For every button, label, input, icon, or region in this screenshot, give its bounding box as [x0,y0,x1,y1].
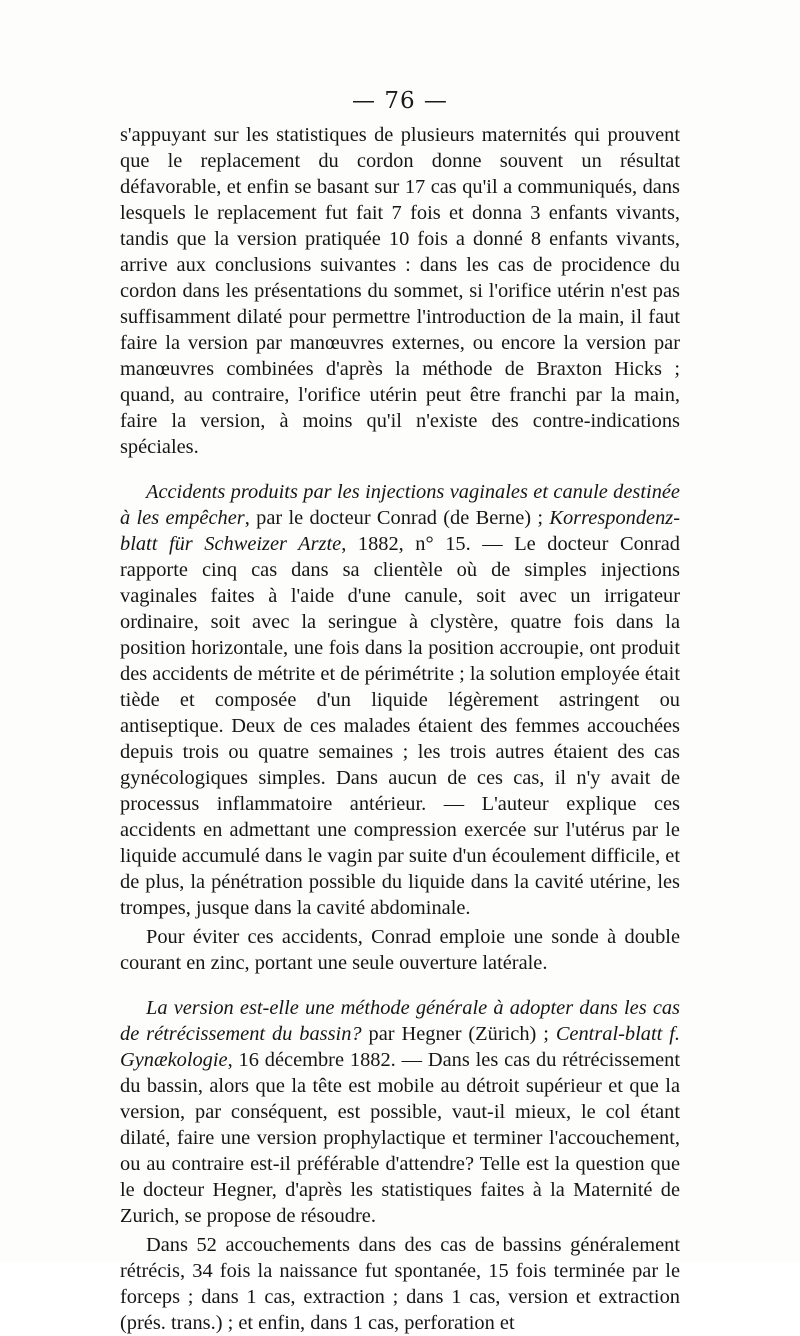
journal-title: Central-blatt f. Gynækologie [120,1023,680,1071]
article-title: Accidents produits par les injections vaginales et canule destinée à les empêcher [120,481,680,529]
paragraph-text: s'appuyant sur les statistiques de plusieurs maternités qui prouvent que le replacement du cordon donne souvent un résultat défavorable, et enfin se basant sur 17 cas qu'il a communiqués, dans lesquels le replacement fut fait 7 fois et donna 3 enfants vivants, tandis que la version pratiquée 10 fois a donné 8 enfants vivants, arrive aux conclusions suivantes : dans les cas de procidence du cordon dans les présentations du sommet, si l'orifice utérin n'est pas suffisamment dilaté pour permettre l'introduction de la main, il faut faire la version par manœuvres externes, ou encore la version par manœuvres combinées d'après la méthode de Braxton Hicks ; quand, au contraire, l'orifice utérin peut être franchi par la main, faire la version, à moins qu'il n'existe des contre-indications spéciales. [120,124,680,458]
paragraph-hegner-article [120,995,680,1229]
paragraph-text: Dans 52 accouchements dans des cas de bassins généralement rétrécis, 34 fois la naissance fut spontanée, 15 fois terminée par le forceps ; dans 1 cas, extraction ; dans 1 cas, version et extraction (prés. trans.) ; et enfin, dans 1 cas, perforation et [120,1234,680,1334]
paragraph-text: , 1882, n° 15. — Le docteur Conrad rapporte cinq cas dans sa clientèle où de simples injections vaginales faites à l'aide d'une canule, soit avec un irrigateur ordinaire, soit avec la seringue à clystère, quatre fois dans la position horizontale, une fois dans la position accroupie, ont produit des accidents de métrite et de périmétrite ; la solution employée était tiède et composée d'un liquide légèrement astringent ou antiseptique. Deux de ces malades étaient des femmes accouchées depuis trois ou quatre semaines ; les trois autres étaient des cas gynécologiques simples. Dans aucun de ces cas, il n'y avait de processus inflammatoire antérieur. — L'auteur explique ces accidents en admettant une compression exercée sur l'utérus par le liquide accumulé dans le vagin par suite d'un écoulement difficile, et de plus, la pénétration possible du liquide dans la cavité utérine, les trompes, jusque dans la cavité abdominale. [120,533,680,919]
paragraph-hegner-statistics [120,1232,680,1336]
article-title: La version est-elle une méthode générale à adopter dans les cas de rétrécissement du bassin? [120,997,680,1045]
journal-title: Korrespondenz-blatt für Schweizer Arzte [120,507,681,555]
paragraph-conrad-solution [120,924,680,976]
article-author: par Hegner (Zürich) ; [361,1023,556,1045]
paragraph-conrad-article [120,479,680,921]
body-text [120,122,680,1336]
paragraph-text: , 16 décembre 1882. — Dans les cas du rétrécissement du bassin, alors que la tête est mobile au détroit supérieur et que la version, par conséquent, est possible, vaut-il mieux, le col étant dilaté, faire une version prophylactique et terminer l'accouchement, ou au contraire est-il préférable d'attendre? Telle est la question que le docteur Hegner, d'après les statistiques faites à la Maternité de Zurich, se propose de résoudre. [120,1049,680,1227]
paragraph-continuation [120,122,680,460]
page-number: — 76 — [352,88,448,114]
paragraph-text: Pour éviter ces accidents, Conrad emploie une sonde à double courant en zinc, portant une seule ouverture latérale. [120,926,680,974]
article-author: , par le docteur Conrad (de Berne) ; [244,507,550,529]
